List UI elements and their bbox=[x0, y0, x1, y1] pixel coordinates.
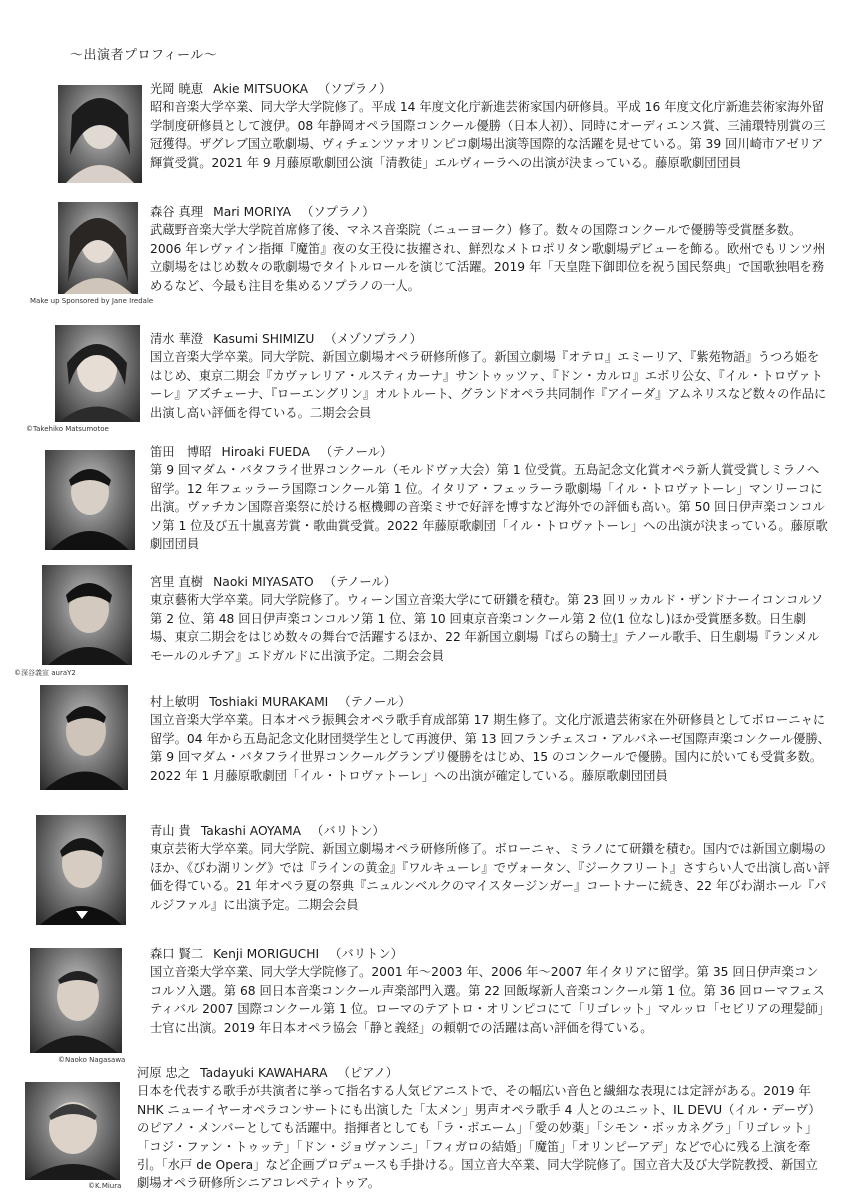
performer-bio bbox=[150, 330, 830, 422]
performer-bio-text: 武蔵野音楽大学大学院首席修了後、マネス音楽院（ニューヨーク）修了。数々の国際コンクールで優勝等受賞歴多数。2006 年レヴァイン指揮『魔笛』夜の女王役に抜擢され、鮮烈なメトロポリタン歌劇場デビューを飾る。欧州でもリンツ州立劇場をはじめ数々の歌劇場でタイトルロールを演じて活躍。2019 年「天皇陛下御即位を祝う国民祭典」で国歌独唱を務めるなど、今最も注目を集めるソプラノの一人。 bbox=[150, 223, 826, 293]
performer-name: 森谷 真理 Mari MORIYA （ソプラノ） bbox=[150, 205, 375, 219]
performer-bio-text: 第 9 回マダム・バタフライ世界コンクール（モルドヴァ大会）第 1 位受賞。五島記念文化賞オペラ新人賞受賞しミラノへ留学。12 年フェッラーラ国際コンクール第 1 位。イタリア・フェッラーラ歌劇場「イル・トロヴァトーレ」マンリーコに出演。ヴァチカン国際音楽祭に於ける枢機卿の音楽ミサで好評を博すなど海外での評価も高い。第 50 回日伊声楽コンコルソ第 1 位及び五十嵐喜芳賞・歌曲賞受賞。2022 年藤原歌劇団「イル・トロヴァトーレ」への出演が決まっている。藤原歌劇団団員 bbox=[150, 463, 828, 552]
performer-photo bbox=[36, 815, 126, 925]
performer-photo bbox=[42, 565, 132, 665]
performer-bio-text: 国立音楽大学卒業。日本オペラ振興会オペラ歌手育成部第 17 期生修了。文化庁派遣芸術家在外研修員としてボローニャに留学。04 年から五島記念文化財団奨学生として再渡伊、第 13 回フランチェスコ・アルバネーゼ国際声楽コンクール優勝、第 9 回マダム・バタフライ世界コンクールグランプリ優勝をはじめ、15 のコンクールで優勝。国内に於いても受賞多数。2022 年 1 月藤原歌劇団「イル・トロヴァトーレ」への出演が確定している。藤原歌劇団団員 bbox=[150, 713, 831, 783]
performer-name: 河原 忠之 Tadayuki KAWAHARA （ピアノ） bbox=[137, 1066, 399, 1080]
performer-bio bbox=[137, 1064, 830, 1193]
performer-bio bbox=[150, 573, 830, 665]
photo-credit: Make up Sponsored by Jane Iredale bbox=[30, 297, 154, 305]
performer-name: 青山 貴 Takashi AOYAMA （バリトン） bbox=[150, 824, 385, 838]
photo-credit: ©深谷義宣 auraY2 bbox=[14, 669, 76, 677]
performer-bio bbox=[150, 80, 830, 172]
photo-credit: ©Takehiko Matsumotoe bbox=[26, 425, 109, 433]
page-heading: ～出演者プロフィール～ bbox=[70, 48, 218, 63]
performer-bio bbox=[150, 822, 830, 914]
performer-name: 森口 賢二 Kenji MORIGUCHI （バリトン） bbox=[150, 947, 403, 961]
performer-name: 光岡 暁恵 Akie MITSUOKA （ソプラノ） bbox=[150, 82, 392, 96]
performer-photo bbox=[58, 202, 138, 294]
performer-bio bbox=[150, 443, 830, 553]
photo-credit: ©Naoko Nagasawa bbox=[58, 1056, 126, 1064]
performer-name: 笛田 博昭 Hiroaki FUEDA （テノール） bbox=[150, 445, 393, 459]
performer-bio-text: 国立音楽大学卒業、同大学大学院修了。2001 年～2003 年、2006 年～2007 年イタリアに留学。第 35 回日伊声楽コンコルソ入選。第 68 回日本音楽コンクール声楽部門入選。第 22 回飯塚新人音楽コンクール第 1 位。第 36 回ローマフェスティバル 2007 国際コンクール第 1 位。ローマのテアトロ・オリンピコにて「リゴレット」マルッロ「セビリアの理髪師」士官に出演。2019 年日本オペラ協会「静と義経」の頼朝での活躍は高い評価を得ている。 bbox=[150, 965, 825, 1035]
photo-credit: ©K.Miura bbox=[88, 1182, 122, 1190]
performer-bio bbox=[150, 203, 830, 295]
performer-photo bbox=[55, 325, 140, 422]
performer-bio-text: 東京芸術大学卒業。同大学院、新国立劇場オペラ研修所修了。ボローニャ、ミラノにて研鑽を積む。国内では新国立劇場のほか、《びわ湖リング》では『ラインの黄金』『ワルキューレ』でヴォータン、『ジークフリート』さすらい人で出演し高い評価を得ている。21 年オペラ夏の祭典『ニュルンベルクのマイスタージンガー』コートナーに続き、22 年びわ湖ホール『パルジファル』に出演予定。二期会会員 bbox=[150, 842, 830, 912]
performer-name: 村上敏明 Toshiaki MURAKAMI （テノール） bbox=[150, 695, 411, 709]
performer-bio-text: 国立音楽大学卒業。同大学院、新国立劇場オペラ研修所修了。新国立劇場『オテロ』エミーリア、『紫苑物語』うつろ姫をはじめ、東京二期会『カヴァレリア・ルスティカーナ』サントゥッツァ、『ドン・カルロ』エボリ公女、『イル・トロヴァトーレ』アズチェーナ、『ローエングリン』オルトルート、グランドオペラ共同制作『アイーダ』アムネリスなど数々の作品に出演し高い評価を得ている。二期会会員 bbox=[150, 350, 827, 420]
performer-photo bbox=[25, 1082, 120, 1180]
performer-bio-text: 東京藝術大学卒業。同大学院修了。ウィーン国立音楽大学にて研鑽を積む。第 23 回リッカルド・ザンドナーイコンコルソ第 2 位、第 48 回日伊声楽コンコルソ第 1 位、第 10 回東京音楽コンクール第 2 位(1 位なし)ほか受賞歴多数。日生劇場、東京二期会をはじめ数々の舞台で活躍するほか、22 年新国立劇場『ばらの騎士』テノール歌手、日生劇場『ランメルモールのルチア』エドガルドに出演予定。二期会会員 bbox=[150, 593, 823, 663]
performer-photo bbox=[40, 685, 128, 790]
performer-bio-text: 昭和音楽大学卒業、同大学大学院修了。平成 14 年度文化庁新進芸術家国内研修員。平成 16 年度文化庁新進芸術家海外留学制度研修員として渡伊。08 年静岡オペラ国際コンクール優勝（日本人初）、同時にオーディエンス賞、三浦環特別賞の三冠獲得。ザグレブ国立歌劇場、ヴィチェンツァオリンピコ劇場出演等国際的な活躍を見せている。第 39 回川崎市アゼリア輝賞受賞。2021 年 9 月藤原歌劇団公演「清教徒」エルヴィーラへの出演が決まっている。藤原歌劇団団員 bbox=[150, 100, 826, 170]
performer-name: 清水 華澄 Kasumi SHIMIZU （メゾソプラノ） bbox=[150, 332, 422, 346]
performer-photo bbox=[30, 948, 122, 1053]
performer-name: 宮里 直樹 Naoki MIYASATO （テノール） bbox=[150, 575, 397, 589]
performer-bio bbox=[150, 945, 830, 1037]
performer-photo bbox=[45, 450, 135, 550]
performer-bio bbox=[150, 693, 830, 785]
performer-bio-text: 日本を代表する歌手が共演者に挙って指名する人気ピアニストで、その幅広い音色と繊細な表現には定評がある。2019 年 NHK ニューイヤーオペラコンサートにも出演した「太メン」男声オペラ歌手 4 人とのユニット、IL DEVU（イル・デーヴ）のピアノ・メンバーとしても活躍中。指揮者としても「ラ・ボエーム」「愛の妙薬」「シモン・ボッカネグラ」「リゴレット」「コジ・ファン・トゥッテ」「ドン・ジョヴァンニ」「フィガロの結婚」「魔笛」「オリンピーアデ」などで心に残る上演を牽引。「水戸 de Opera」など企画プロデュースも手掛ける。国立音大卒業、同大学院修了。国立音大及び大学院教授、新国立劇場オペラ研修所シニアコレペティトゥア。 bbox=[137, 1084, 821, 1191]
performer-photo bbox=[58, 85, 142, 183]
